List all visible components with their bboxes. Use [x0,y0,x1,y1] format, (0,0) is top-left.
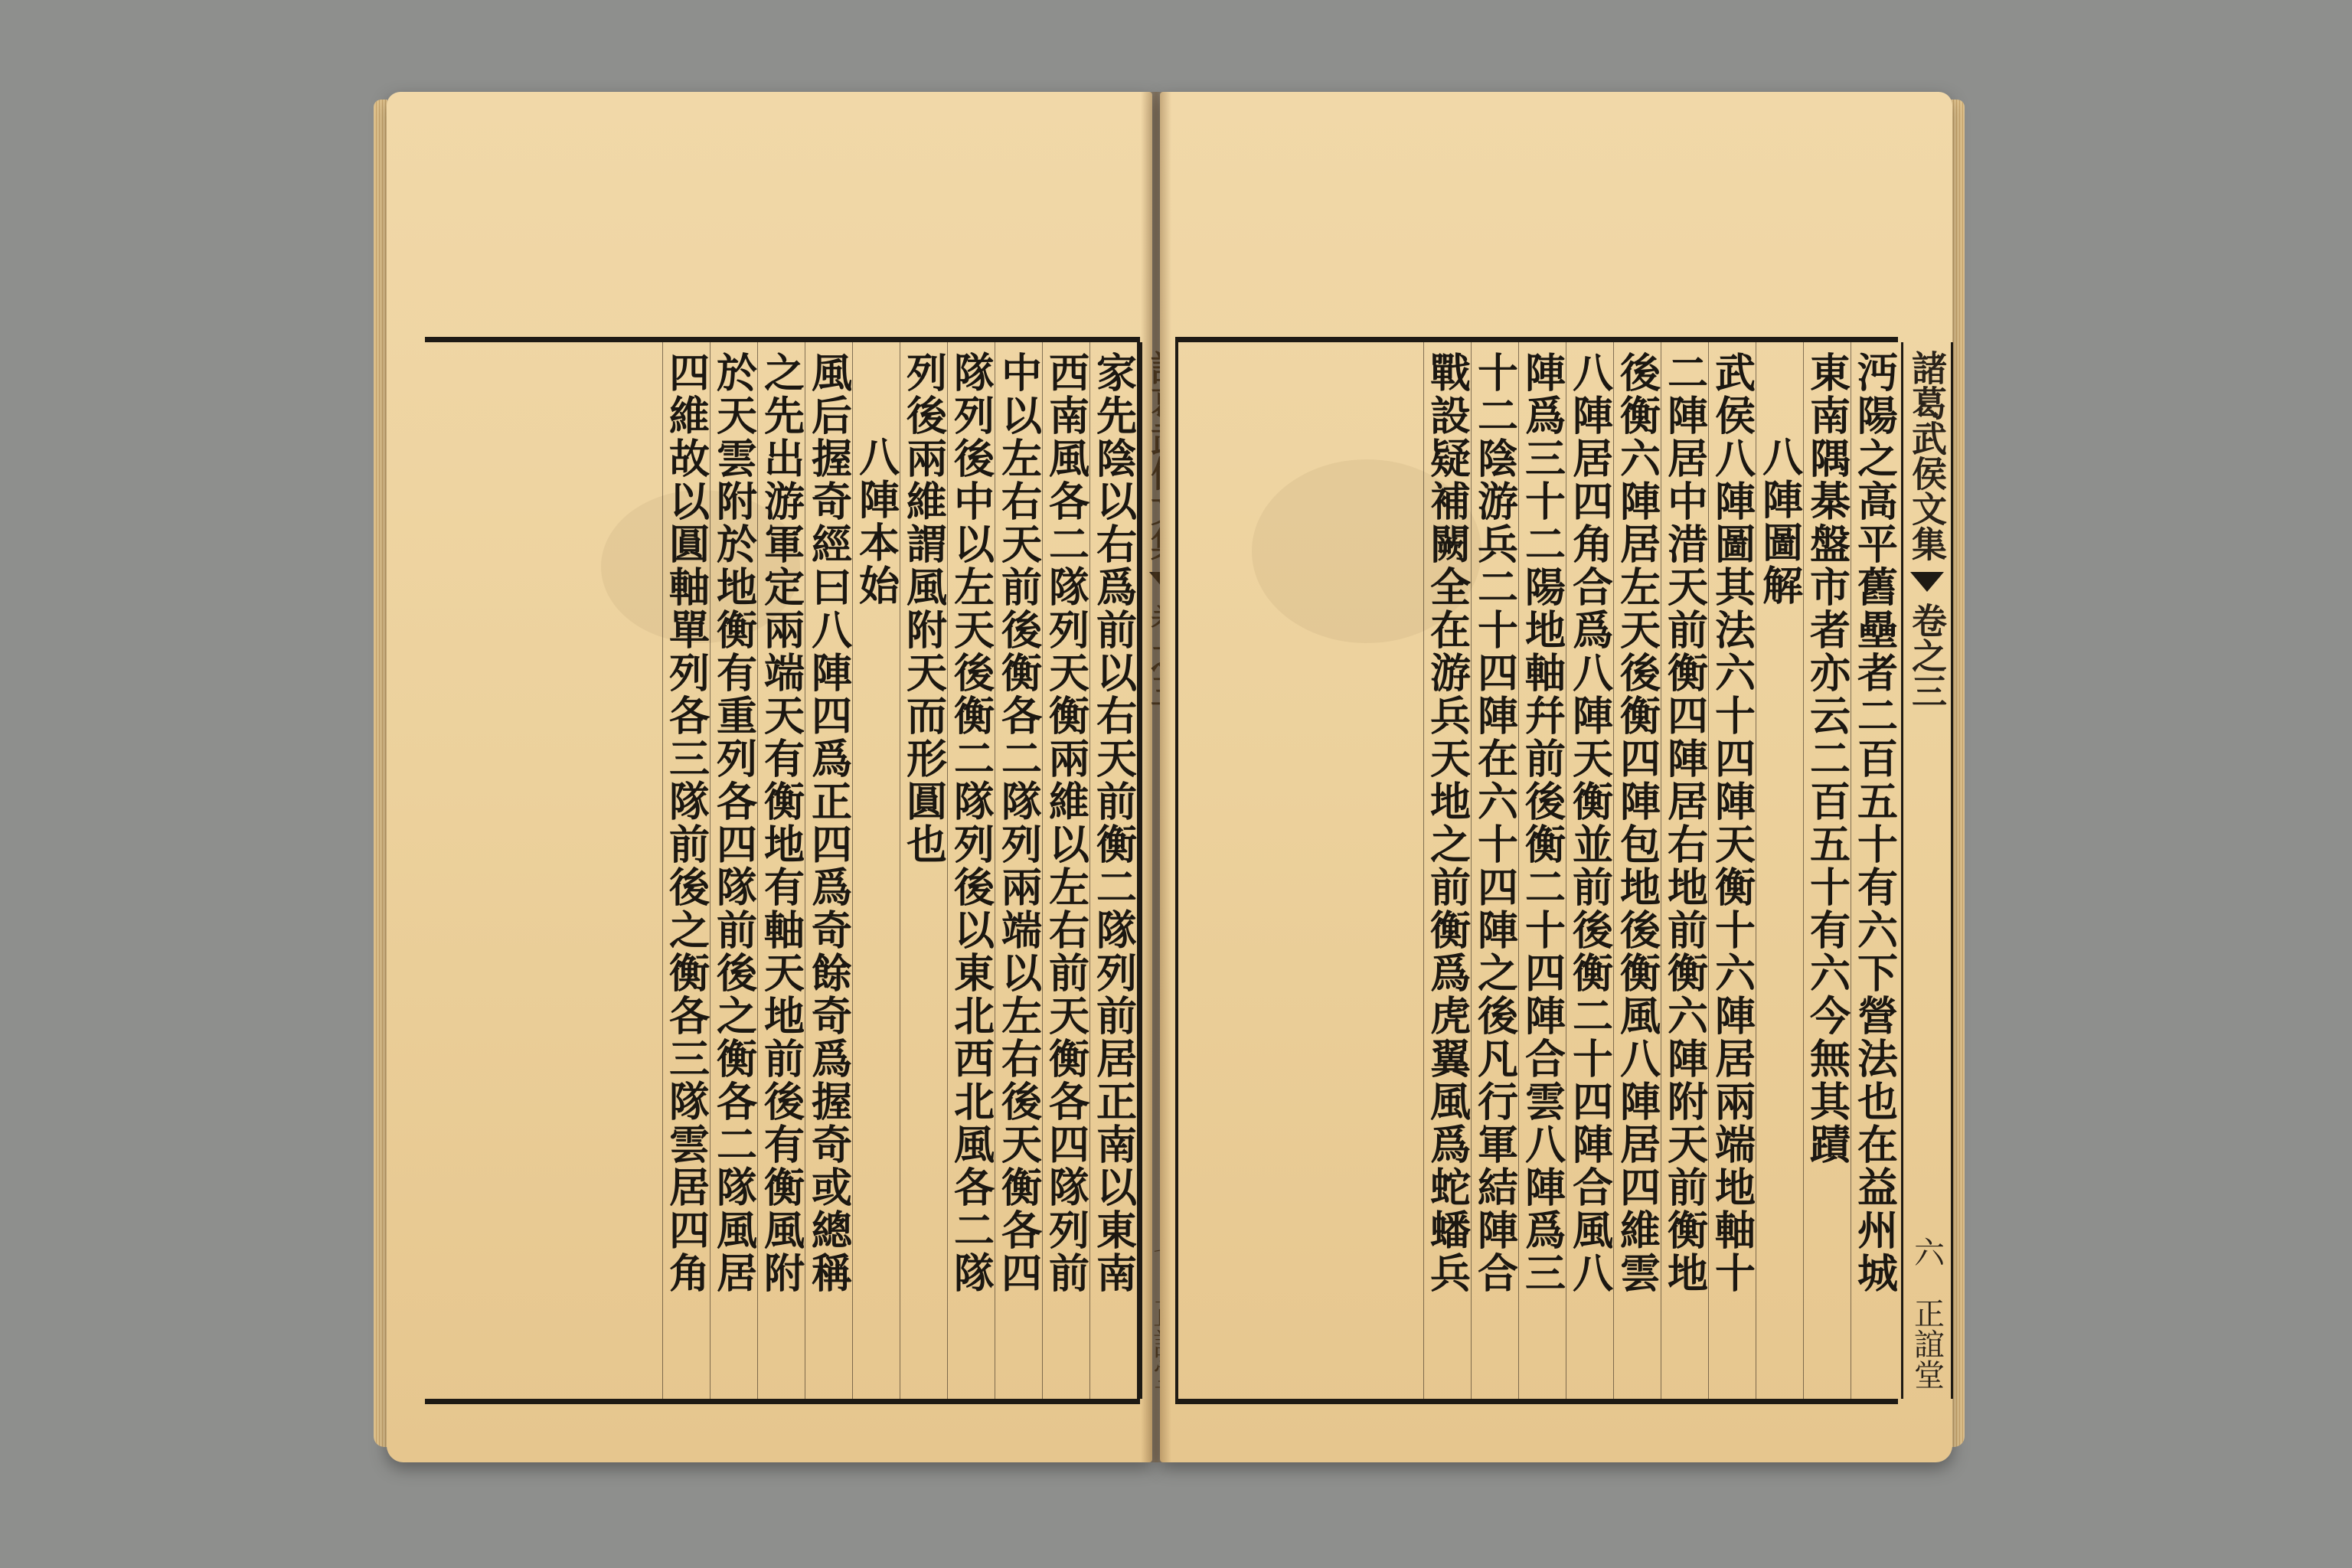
text-column [757,342,805,1399]
text-column [1661,342,1708,1399]
text-column [1423,342,1471,1399]
text-column [1566,342,1613,1399]
column-text: 戰設疑補闕全在游兵天地之前衡爲虎翼風爲蛇蟠兵 [1423,351,1472,1295]
column-text: 東南隅棊盤市者亦云二百五十有六今無其蹟 [1803,351,1851,1166]
column-text: 陣爲三十二陽地軸幷前後衡二十四陣合雲八陣爲三 [1518,351,1566,1295]
text-column [1089,342,1137,1399]
text-column [1851,342,1898,1399]
right-text-frame [1175,337,1948,1404]
column-text: 八陣居四角合爲八陣天衡並前後衡二十四陣合風八 [1566,351,1614,1295]
text-column [805,342,852,1399]
book-gutter [1141,92,1171,1462]
left-page-edges [374,100,387,1447]
column-text: 十二陰游兵二十四陣在六十四陣之後凡行軍結陣合 [1471,351,1519,1295]
studio-name: 正誼堂 [1909,1298,1945,1390]
column-text: 沔陽之高平舊壘者二百五十有六下營法也在益州城 [1851,351,1899,1295]
text-column [1042,342,1089,1399]
column-text: 八陣本始 [852,436,900,607]
text-column [1471,342,1518,1399]
column-text: 之先出游軍定兩端天有衡地有軸天地前後有衡風附 [757,351,805,1295]
text-column [1708,342,1756,1399]
right-margin-banner [1901,342,1953,1399]
column-text: 四維故以圓軸單列各三隊前後之衡各三隊雲居四角 [662,351,710,1295]
text-column [662,342,710,1399]
text-column [1613,342,1661,1399]
fishtail-mark-icon [1910,572,1944,592]
open-book [360,84,1975,1478]
column-text: 八陣圖解 [1756,436,1804,607]
right-page [1160,92,1952,1462]
column-text: 西南風各二隊列天衡兩維以左右前天衡各四隊列前 [1042,351,1090,1295]
column-text: 二陣居中㳻天前衡四陣居右地前衡六陣附天前衡地 [1661,351,1709,1295]
column-text: 於天雲附於地衡有重列各四隊前後之衡各二隊風居 [710,351,758,1295]
right-text-columns [1178,342,1898,1399]
left-page [387,92,1152,1462]
volume-label: 卷之三 [1906,603,1948,708]
running-title: 諸葛武侯文集 [1906,350,1948,561]
column-text: 家先陰以右爲前以右天前衡二隊列前居正南以東南 [1089,351,1138,1295]
text-column [1803,342,1851,1399]
column-text: 中以左右天前後衡各二隊列兩端以左右後天衡各四 [995,351,1043,1295]
text-column [1756,342,1803,1399]
column-text: 隊列後中以左天後衡二隊列後以東北西北風各二隊 [947,351,995,1295]
column-text: 武侯八陣圖其法六十四陣天衡十六陣居兩端地軸十 [1708,351,1756,1295]
column-text: 列後兩維謂風附天而形圓也 [900,351,948,866]
page-number: 六 [1909,1236,1945,1267]
text-column [710,342,757,1399]
text-column [900,342,947,1399]
column-text: 後衡六陣居左天後衡四陣包地後衡風八陣居四維雲 [1613,351,1661,1295]
left-text-columns [425,342,1137,1399]
column-text: 風后握奇經曰八陣四爲正四爲奇餘奇爲握奇或總稱 [805,351,853,1295]
text-column [852,342,900,1399]
text-column [947,342,995,1399]
left-text-frame [425,337,1140,1404]
text-column [995,342,1042,1399]
text-column [1518,342,1566,1399]
